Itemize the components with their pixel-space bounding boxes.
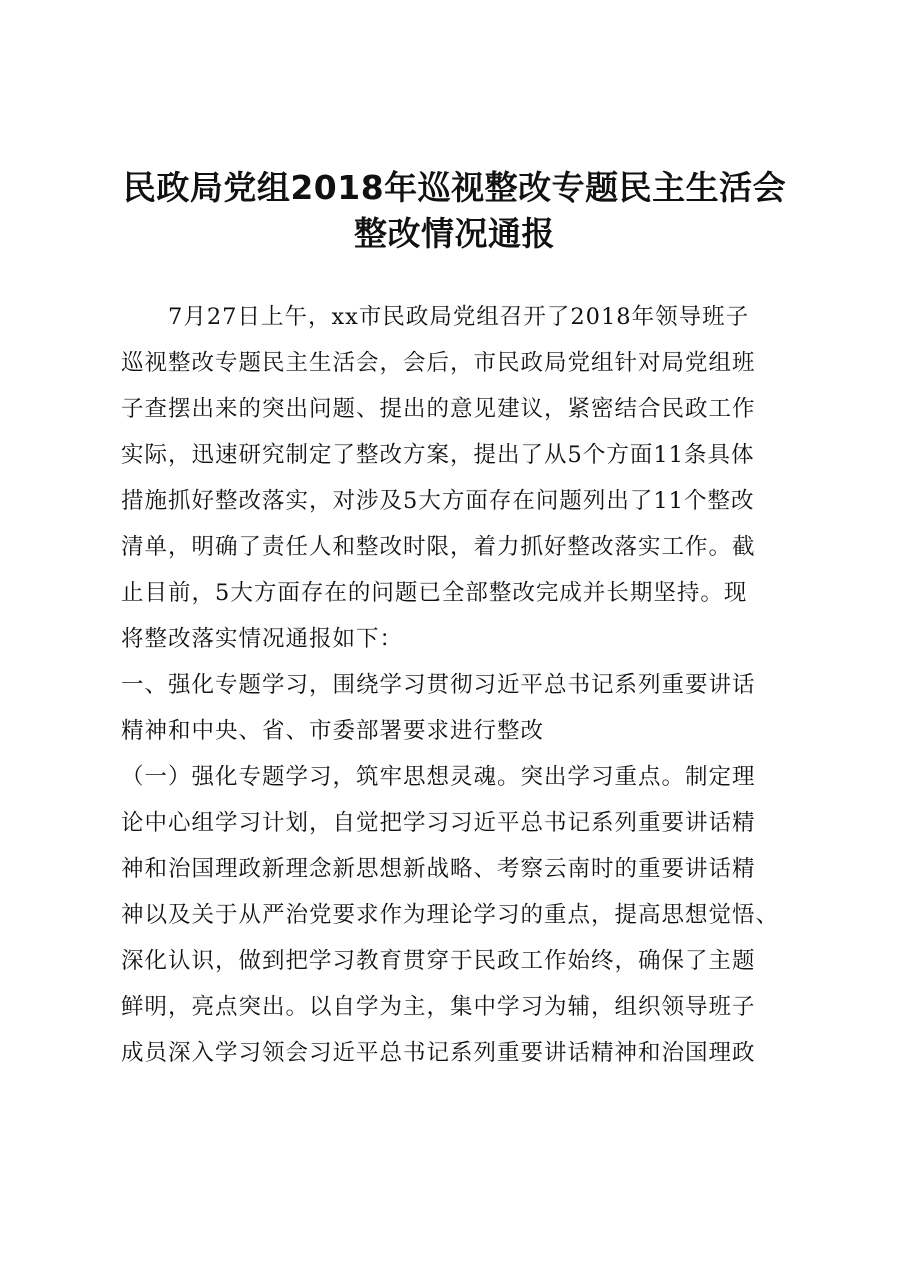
body-line-8: 将整改落实情况通报如下： (121, 626, 404, 652)
body-line-15: 深化认识，做到把学习教育贯穿于民政工作始终，确保了主题 (121, 948, 756, 974)
body-line-7: 止目前，5大方面存在的问题已全部整改完成并长期坚持。现 (121, 580, 748, 606)
section-heading-1-line-2: 精神和中央、省、市委部署要求进行整改 (121, 718, 545, 744)
section-heading-1-line-1: 一、强化专题学习，围绕学习贯彻习近平总书记系列重要讲话 (121, 672, 756, 698)
body-line-16: 鲜明，亮点突出。以自学为主，集中学习为辅，组织领导班子 (121, 994, 756, 1020)
body-line-13: 神和治国理政新理念新思想新战略、考察云南时的重要讲话精 (121, 856, 756, 882)
body-line-2: 巡视整改专题民主生活会，会后，市民政局党组针对局党组班 (121, 350, 756, 376)
body-line-12: 论中心组学习计划，自觉把学习习近平总书记系列重要讲话精 (121, 810, 756, 836)
body-line-14: 神以及关于从严治党要求作为理论学习的重点，提高思想觉悟、 (121, 902, 780, 928)
body-line-1: 7月27日上午，xx市民政局党组召开了2018年领导班子 (121, 304, 750, 330)
body-line-4: 实际，迅速研究制定了整改方案，提出了从5个方面11条具体 (121, 442, 755, 468)
body-line-6: 清单，明确了责任人和整改时限，着力抓好整改落实工作。截 (121, 534, 756, 560)
body-line-3: 子查摆出来的突出问题、提出的意见建议，紧密结合民政工作 (121, 396, 756, 422)
document-title-line-2: 整改情况通报 (354, 214, 555, 253)
body-line-17: 成员深入学习领会习近平总书记系列重要讲话精神和治国理政 (121, 1040, 756, 1066)
document-title-line-1: 民政局党组2018年巡视整改专题民主生活会 (122, 168, 787, 207)
body-line-5: 措施抓好整改落实，对涉及5大方面存在问题列出了11个整改 (121, 488, 755, 514)
body-line-11: （一）强化专题学习，筑牢思想灵魂。突出学习重点。制定理 (121, 764, 756, 790)
